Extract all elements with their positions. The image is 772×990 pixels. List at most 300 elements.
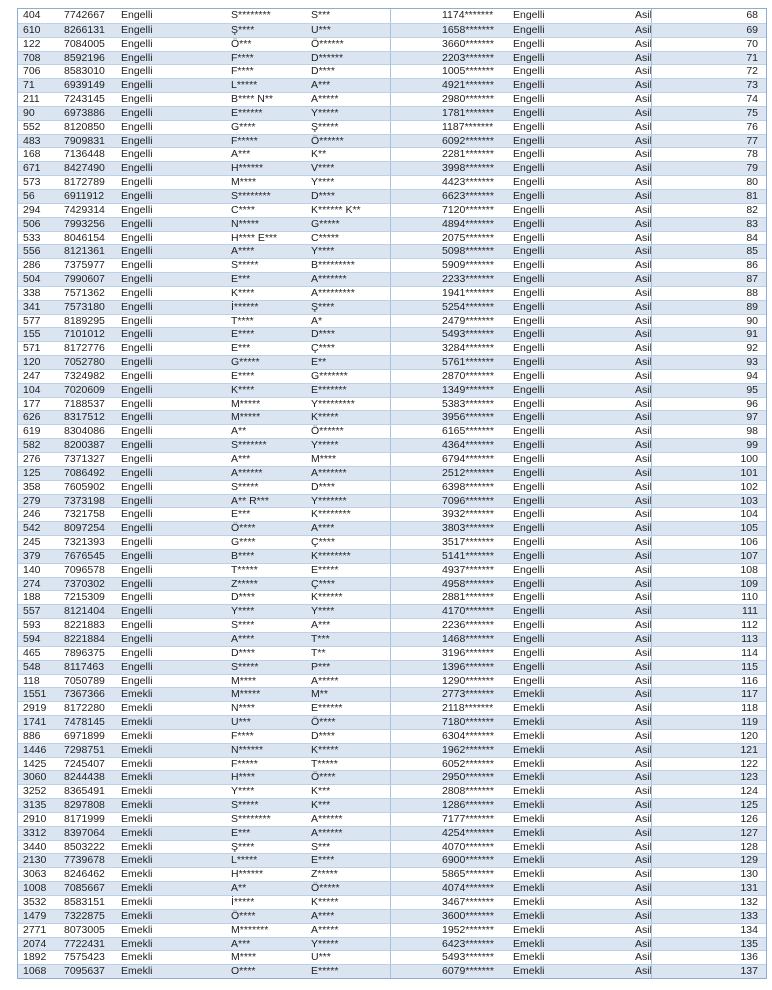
application-number-cell: 6939149 xyxy=(64,79,105,92)
category-cell: Engelli xyxy=(121,23,153,36)
sequence-number-cell: 3063 xyxy=(23,868,47,881)
result-status-cell: Asil xyxy=(635,23,652,36)
identity-number-masked-cell: 5493******* xyxy=(390,951,512,964)
identity-number-masked-cell: 2236******* xyxy=(390,619,512,632)
identity-number-masked-cell: 2203******* xyxy=(390,52,512,65)
result-status-cell: Asil xyxy=(635,840,652,853)
last-name-masked-cell: B********* xyxy=(311,259,355,272)
table-row xyxy=(18,369,766,383)
result-status-cell: Asil xyxy=(635,453,652,465)
identity-number-masked-cell: 2870******* xyxy=(390,370,512,383)
application-number-cell: 8172776 xyxy=(64,342,105,355)
first-name-masked-cell: Ö**** xyxy=(231,909,256,922)
result-status-cell: Asil xyxy=(635,536,652,549)
rank-number-cell: 121 xyxy=(651,744,766,757)
result-status-cell: Asil xyxy=(635,383,652,396)
table-row xyxy=(18,189,766,203)
last-name-masked-cell: Ç**** xyxy=(311,536,335,549)
category-repeat-cell: Engelli xyxy=(513,203,545,216)
sequence-number-cell: 483 xyxy=(23,134,41,147)
table-row xyxy=(18,687,766,701)
rank-number-cell: 136 xyxy=(651,951,766,964)
sequence-number-cell: 708 xyxy=(23,51,41,64)
identity-number-masked-cell: 1187******* xyxy=(390,121,512,134)
identity-number-masked-cell: 2950******* xyxy=(390,771,512,784)
sequence-number-cell: 379 xyxy=(23,549,41,562)
table-row xyxy=(18,701,766,715)
result-status-cell: Asil xyxy=(635,799,652,812)
identity-number-masked-cell: 3998******* xyxy=(390,162,512,175)
application-number-cell: 8583010 xyxy=(64,65,105,78)
identity-number-masked-cell: 7096******* xyxy=(390,495,512,508)
rank-number-cell: 85 xyxy=(651,245,766,258)
identity-number-masked-cell: 4958******* xyxy=(390,578,512,591)
table-row xyxy=(18,784,766,798)
rank-number-cell: 113 xyxy=(651,633,766,646)
result-status-cell: Asil xyxy=(635,217,652,230)
application-number-cell: 7020609 xyxy=(64,383,105,396)
category-cell: Engelli xyxy=(121,466,153,479)
identity-number-masked-cell: 4170******* xyxy=(390,605,512,618)
sequence-number-cell: 338 xyxy=(23,286,41,299)
last-name-masked-cell: Y**** xyxy=(311,176,335,189)
category-repeat-cell: Engelli xyxy=(513,106,545,119)
identity-number-masked-cell: 4921******* xyxy=(390,79,512,92)
table-row xyxy=(18,244,766,258)
category-cell: Engelli xyxy=(121,37,153,50)
application-number-cell: 7371327 xyxy=(64,453,105,465)
category-cell: Emekli xyxy=(121,812,153,825)
table-row xyxy=(18,258,766,272)
first-name-masked-cell: D**** xyxy=(231,646,255,659)
identity-number-masked-cell: 7180******* xyxy=(390,716,512,729)
sequence-number-cell: 619 xyxy=(23,425,41,438)
category-repeat-cell: Engelli xyxy=(513,480,545,493)
application-number-cell: 6911912 xyxy=(64,189,105,202)
sequence-number-cell: 246 xyxy=(23,508,41,521)
rank-number-cell: 114 xyxy=(651,647,766,660)
sequence-number-cell: 2910 xyxy=(23,812,47,825)
application-number-cell: 7298751 xyxy=(64,743,105,756)
last-name-masked-cell: A**** xyxy=(311,909,335,922)
rank-number-cell: 115 xyxy=(651,661,766,674)
rank-number-cell: 111 xyxy=(651,605,766,618)
category-repeat-cell: Engelli xyxy=(513,231,545,244)
identity-number-masked-cell: 6623******* xyxy=(390,190,512,203)
first-name-masked-cell: N**** xyxy=(231,702,255,715)
category-repeat-cell: Emekli xyxy=(513,785,545,798)
category-cell: Engelli xyxy=(121,425,153,438)
sequence-number-cell: 90 xyxy=(23,106,35,119)
category-repeat-cell: Engelli xyxy=(513,51,545,64)
category-cell: Engelli xyxy=(121,79,153,92)
sequence-number-cell: 542 xyxy=(23,522,41,535)
result-status-cell: Asil xyxy=(635,716,652,729)
identity-number-masked-cell: 5909******* xyxy=(390,259,512,272)
result-status-cell: Asil xyxy=(635,937,652,950)
last-name-masked-cell: Y********* xyxy=(311,397,355,410)
table-row xyxy=(18,161,766,175)
result-status-cell: Asil xyxy=(635,65,652,78)
last-name-masked-cell: K*** xyxy=(311,799,331,812)
sequence-number-cell: 118 xyxy=(23,674,40,687)
first-name-masked-cell: E****** xyxy=(231,106,263,119)
table-row xyxy=(18,120,766,134)
category-cell: Emekli xyxy=(121,826,153,839)
result-status-cell: Asil xyxy=(635,660,652,673)
identity-number-masked-cell: 6900******* xyxy=(390,854,512,867)
rank-number-cell: 73 xyxy=(651,79,766,92)
identity-number-masked-cell: 2233******* xyxy=(390,273,512,286)
application-number-cell: 8365491 xyxy=(64,785,105,798)
last-name-masked-cell: M**** xyxy=(311,453,337,465)
identity-number-masked-cell: 5254******* xyxy=(390,301,512,314)
sequence-number-cell: 358 xyxy=(23,480,41,493)
application-number-cell: 8317512 xyxy=(64,411,105,424)
identity-number-masked-cell: 3284******* xyxy=(390,342,512,355)
application-number-cell: 8246462 xyxy=(64,868,105,881)
table-row xyxy=(18,535,766,549)
table-row xyxy=(18,632,766,646)
result-status-cell: Asil xyxy=(635,896,652,908)
category-cell: Emekli xyxy=(121,688,153,701)
identity-number-masked-cell: 5141******* xyxy=(390,550,512,563)
category-repeat-cell: Emekli xyxy=(513,896,545,908)
first-name-masked-cell: E*** xyxy=(231,508,251,521)
application-number-cell: 7136448 xyxy=(64,148,105,161)
identity-number-masked-cell: 3517******* xyxy=(390,536,512,549)
table-row xyxy=(18,660,766,674)
category-cell: Engelli xyxy=(121,300,153,313)
category-cell: Emekli xyxy=(121,771,153,784)
sequence-number-cell: 122 xyxy=(23,37,41,50)
sequence-number-cell: 465 xyxy=(23,646,41,659)
sequence-number-cell: 2919 xyxy=(23,702,47,715)
application-number-cell: 8172280 xyxy=(64,702,105,715)
last-name-masked-cell: Z***** xyxy=(311,868,338,881)
last-name-masked-cell: A* xyxy=(311,314,323,327)
category-cell: Emekli xyxy=(121,716,153,729)
result-status-cell: Asil xyxy=(635,37,652,50)
application-number-cell: 8503222 xyxy=(64,840,105,853)
application-number-cell: 7722431 xyxy=(64,937,105,950)
last-name-masked-cell: K****** xyxy=(311,591,343,604)
application-number-cell: 7676545 xyxy=(64,549,105,562)
last-name-masked-cell: E** xyxy=(311,356,327,369)
identity-number-masked-cell: 1658******* xyxy=(390,24,512,37)
first-name-masked-cell: A*** xyxy=(231,148,251,161)
rank-number-cell: 108 xyxy=(651,564,766,577)
identity-number-masked-cell: 4254******* xyxy=(390,827,512,840)
last-name-masked-cell: E**** xyxy=(311,854,335,867)
sequence-number-cell: 504 xyxy=(23,273,41,286)
category-cell: Engelli xyxy=(121,549,153,562)
category-cell: Emekli xyxy=(121,909,153,922)
table-row xyxy=(18,881,766,895)
identity-number-masked-cell: 1781******* xyxy=(390,107,512,120)
category-cell: Engelli xyxy=(121,203,153,216)
result-status-cell: Asil xyxy=(635,480,652,493)
application-number-cell: 7215309 xyxy=(64,591,105,604)
result-status-cell: Asil xyxy=(635,176,652,189)
identity-number-masked-cell: 5098******* xyxy=(390,245,512,258)
sequence-number-cell: 286 xyxy=(23,259,41,272)
first-name-masked-cell: N***** xyxy=(231,217,260,230)
table-row xyxy=(18,300,766,314)
sequence-number-cell: 533 xyxy=(23,231,41,244)
rank-number-cell: 86 xyxy=(651,259,766,272)
result-status-cell: Asil xyxy=(635,522,652,535)
sequence-number-cell: 706 xyxy=(23,65,41,78)
result-status-cell: Asil xyxy=(635,79,652,92)
application-number-cell: 7085667 xyxy=(64,882,105,895)
first-name-masked-cell: H****** xyxy=(231,162,264,175)
first-name-masked-cell: F**** xyxy=(231,729,254,742)
identity-number-masked-cell: 3803******* xyxy=(390,522,512,535)
sequence-number-cell: 3060 xyxy=(23,771,47,784)
result-status-cell: Asil xyxy=(635,369,652,382)
rank-number-cell: 130 xyxy=(651,868,766,881)
category-cell: Engelli xyxy=(121,439,153,452)
application-number-cell: 7990607 xyxy=(64,273,105,286)
rank-number-cell: 103 xyxy=(651,495,766,508)
identity-number-masked-cell: 3196******* xyxy=(390,647,512,660)
category-repeat-cell: Emekli xyxy=(513,882,545,895)
sequence-number-cell: 247 xyxy=(23,369,41,382)
identity-number-masked-cell: 6423******* xyxy=(390,938,512,951)
application-number-cell: 7896375 xyxy=(64,646,105,659)
last-name-masked-cell: K******** xyxy=(311,549,351,562)
identity-number-masked-cell: 6052******* xyxy=(390,758,512,771)
result-status-cell: Asil xyxy=(635,300,652,313)
identity-number-masked-cell: 1952******* xyxy=(390,924,512,937)
category-repeat-cell: Engelli xyxy=(513,328,545,341)
result-status-cell: Asil xyxy=(635,868,652,881)
application-number-cell: 7573180 xyxy=(64,300,105,313)
result-status-cell: Asil xyxy=(635,259,652,272)
identity-number-masked-cell: 2479******* xyxy=(390,315,512,328)
category-repeat-cell: Engelli xyxy=(513,93,545,106)
identity-number-masked-cell: 4423******* xyxy=(390,176,512,189)
table-row xyxy=(18,78,766,92)
last-name-masked-cell: C***** xyxy=(311,231,340,244)
rank-number-cell: 122 xyxy=(651,758,766,771)
first-name-masked-cell: H**** E*** xyxy=(231,231,278,244)
result-status-cell: Asil xyxy=(635,508,652,521)
category-cell: Engelli xyxy=(121,674,153,687)
result-status-cell: Asil xyxy=(635,9,652,22)
last-name-masked-cell: U*** xyxy=(311,23,331,36)
application-number-cell: 7571362 xyxy=(64,286,105,299)
identity-number-masked-cell: 2075******* xyxy=(390,232,512,245)
rank-number-cell: 97 xyxy=(651,411,766,424)
first-name-masked-cell: Ş**** xyxy=(231,23,255,36)
sequence-number-cell: 626 xyxy=(23,411,41,424)
last-name-masked-cell: A***** xyxy=(311,923,339,936)
first-name-masked-cell: A** R*** xyxy=(231,494,269,507)
application-number-cell: 8117463 xyxy=(64,660,105,673)
first-name-masked-cell: H**** xyxy=(231,771,255,784)
application-number-cell: 7188537 xyxy=(64,397,105,410)
last-name-masked-cell: E***** xyxy=(311,965,339,978)
last-name-masked-cell: Ö***** xyxy=(311,882,340,895)
sequence-number-cell: 3135 xyxy=(23,799,47,812)
first-name-masked-cell: K**** xyxy=(231,383,255,396)
category-cell: Engelli xyxy=(121,619,153,632)
last-name-masked-cell: P*** xyxy=(311,660,331,673)
application-number-cell: 7095637 xyxy=(64,965,105,978)
category-cell: Emekli xyxy=(121,729,153,742)
sequence-number-cell: 155 xyxy=(23,328,41,341)
table-row xyxy=(18,64,766,78)
rank-number-cell: 93 xyxy=(651,356,766,369)
last-name-masked-cell: D**** xyxy=(311,328,335,341)
category-repeat-cell: Engelli xyxy=(513,286,545,299)
application-number-cell: 8189295 xyxy=(64,314,105,327)
first-name-masked-cell: A**** xyxy=(231,632,255,645)
category-cell: Emekli xyxy=(121,702,153,715)
result-status-cell: Asil xyxy=(635,674,652,687)
identity-number-masked-cell: 1468******* xyxy=(390,633,512,646)
result-status-cell: Asil xyxy=(635,106,652,119)
table-row xyxy=(18,604,766,618)
sequence-number-cell: 140 xyxy=(23,563,41,576)
category-repeat-cell: Engelli xyxy=(513,176,545,189)
application-number-cell: 7605902 xyxy=(64,480,105,493)
rank-number-cell: 126 xyxy=(651,813,766,826)
result-status-cell: Asil xyxy=(635,439,652,452)
rank-number-cell: 104 xyxy=(651,508,766,521)
table-row xyxy=(18,383,766,397)
result-status-cell: Asil xyxy=(635,231,652,244)
first-name-masked-cell: F***** xyxy=(231,134,258,147)
table-row xyxy=(18,355,766,369)
rank-number-cell: 71 xyxy=(651,52,766,65)
rank-number-cell: 116 xyxy=(651,675,766,688)
rank-number-cell: 117 xyxy=(651,688,766,701)
last-name-masked-cell: A**** xyxy=(311,522,335,535)
table-row xyxy=(18,466,766,480)
rank-number-cell: 77 xyxy=(651,135,766,148)
table-row xyxy=(18,51,766,65)
first-name-masked-cell: S***** xyxy=(231,480,259,493)
identity-number-masked-cell: 2281******* xyxy=(390,148,512,161)
result-status-cell: Asil xyxy=(635,771,652,784)
application-number-cell: 7575423 xyxy=(64,951,105,964)
sequence-number-cell: 1425 xyxy=(23,757,47,770)
result-status-cell: Asil xyxy=(635,148,652,161)
sequence-number-cell: 274 xyxy=(23,577,41,590)
result-status-cell: Asil xyxy=(635,882,652,895)
result-status-cell: Asil xyxy=(635,688,652,701)
last-name-masked-cell: K*** xyxy=(311,785,331,798)
table-row xyxy=(18,798,766,812)
rank-number-cell: 69 xyxy=(651,24,766,37)
result-status-cell: Asil xyxy=(635,162,652,175)
category-cell: Engelli xyxy=(121,660,153,673)
identity-number-masked-cell: 1174******* xyxy=(390,9,512,23)
category-repeat-cell: Engelli xyxy=(513,674,545,687)
category-repeat-cell: Emekli xyxy=(513,743,545,756)
application-number-cell: 8266131 xyxy=(64,23,105,36)
last-name-masked-cell: A******* xyxy=(311,273,347,286)
first-name-masked-cell: S******* xyxy=(231,439,267,452)
sequence-number-cell: 120 xyxy=(23,356,41,369)
table-row xyxy=(18,134,766,148)
sequence-number-cell: 294 xyxy=(23,203,41,216)
rank-number-cell: 135 xyxy=(651,938,766,951)
table-row xyxy=(18,549,766,563)
identity-number-masked-cell: 3932******* xyxy=(390,508,512,521)
category-repeat-cell: Engelli xyxy=(513,342,545,355)
first-name-masked-cell: İ****** xyxy=(231,300,259,313)
last-name-masked-cell: Y***** xyxy=(311,439,339,452)
category-repeat-cell: Emekli xyxy=(513,757,545,770)
result-status-cell: Asil xyxy=(635,245,652,258)
table-row xyxy=(18,743,766,757)
category-repeat-cell: Emekli xyxy=(513,771,545,784)
last-name-masked-cell: Y***** xyxy=(311,937,339,950)
rank-number-cell: 120 xyxy=(651,730,766,743)
last-name-masked-cell: Ö****** xyxy=(311,134,344,147)
category-cell: Emekli xyxy=(121,743,153,756)
result-status-cell: Asil xyxy=(635,785,652,798)
rank-number-cell: 127 xyxy=(651,827,766,840)
last-name-masked-cell: Ç**** xyxy=(311,342,335,355)
category-repeat-cell: Engelli xyxy=(513,79,545,92)
category-cell: Engelli xyxy=(121,189,153,202)
rank-number-cell: 92 xyxy=(651,342,766,355)
result-status-cell: Asil xyxy=(635,273,652,286)
rank-number-cell: 79 xyxy=(651,162,766,175)
rank-number-cell: 133 xyxy=(651,910,766,923)
category-repeat-cell: Engelli xyxy=(513,120,545,133)
category-repeat-cell: Emekli xyxy=(513,729,545,742)
sequence-number-cell: 573 xyxy=(23,176,41,189)
application-number-cell: 7742667 xyxy=(64,9,105,22)
identity-number-masked-cell: 2512******* xyxy=(390,467,512,480)
table-row xyxy=(18,577,766,591)
first-name-masked-cell: B**** N** xyxy=(231,93,274,106)
application-number-cell: 7101012 xyxy=(64,328,105,341)
sequence-number-cell: 404 xyxy=(23,9,41,22)
identity-number-masked-cell: 1962******* xyxy=(390,744,512,757)
category-repeat-cell: Engelli xyxy=(513,217,545,230)
identity-number-masked-cell: 4894******* xyxy=(390,218,512,231)
rank-number-cell: 84 xyxy=(651,232,766,245)
rank-number-cell: 96 xyxy=(651,398,766,411)
rank-number-cell: 72 xyxy=(651,65,766,78)
category-repeat-cell: Engelli xyxy=(513,536,545,549)
sequence-number-cell: 3440 xyxy=(23,840,47,853)
table-row xyxy=(18,867,766,881)
identity-number-masked-cell: 1349******* xyxy=(390,384,512,397)
application-number-cell: 7084005 xyxy=(64,37,105,50)
rank-number-cell: 101 xyxy=(651,467,766,480)
rank-number-cell: 68 xyxy=(651,9,766,23)
sequence-number-cell: 556 xyxy=(23,245,41,258)
category-repeat-cell: Engelli xyxy=(513,383,545,396)
category-repeat-cell: Engelli xyxy=(513,189,545,202)
category-repeat-cell: Emekli xyxy=(513,854,545,867)
application-number-cell: 7324982 xyxy=(64,369,105,382)
table-row xyxy=(18,646,766,660)
first-name-masked-cell: A**** xyxy=(231,245,255,258)
result-status-cell: Asil xyxy=(635,826,652,839)
sequence-number-cell: 56 xyxy=(23,189,35,202)
table-row xyxy=(18,964,766,978)
category-repeat-cell: Engelli xyxy=(513,646,545,659)
